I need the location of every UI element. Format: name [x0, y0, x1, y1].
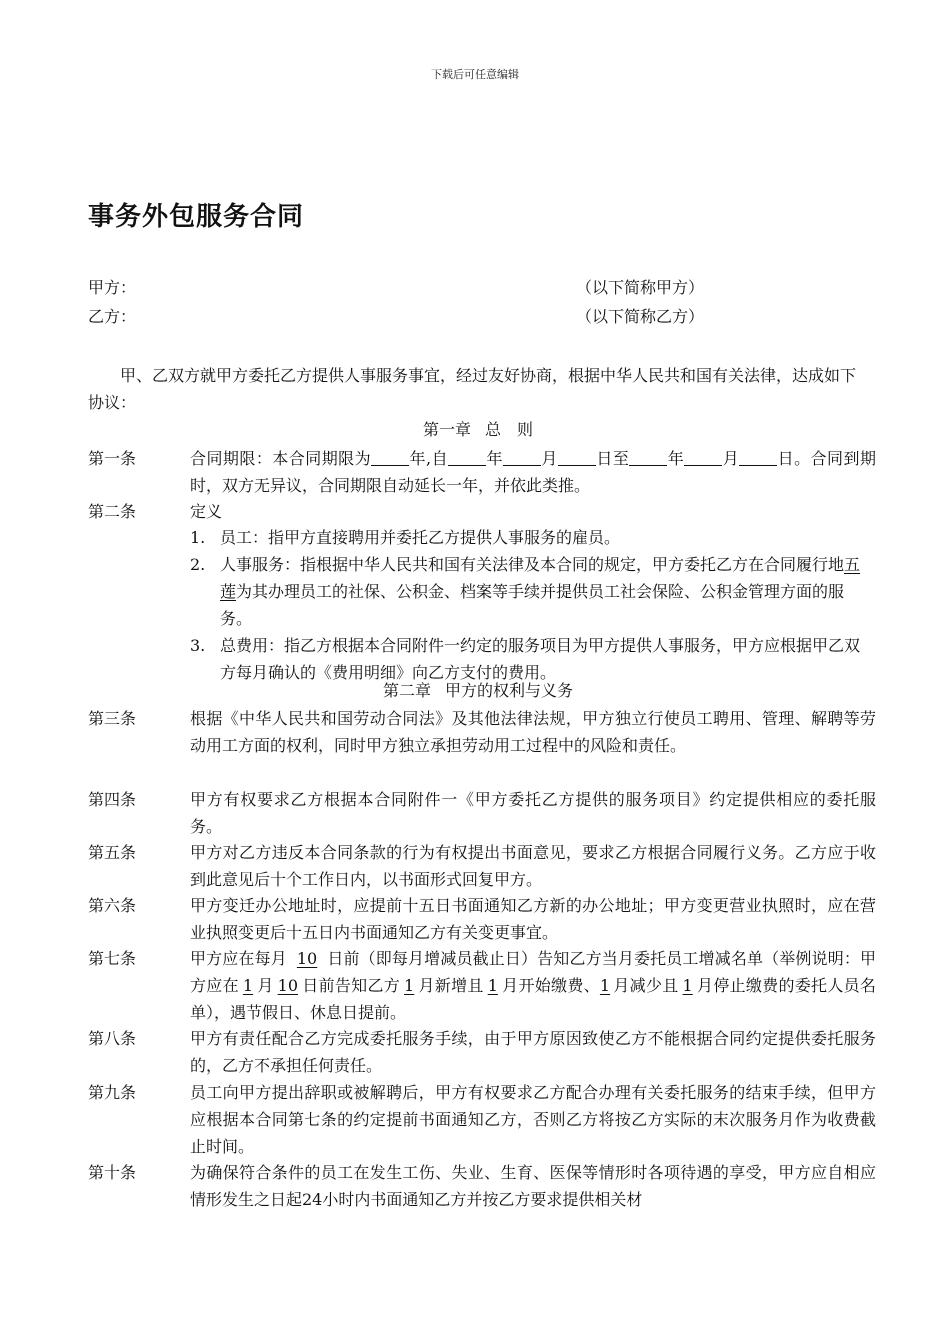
- party-b-label: 乙方：: [88, 307, 137, 326]
- example-month-value: 1: [487, 976, 498, 995]
- article-2: [88, 498, 876, 525]
- article-1-text-5: 日至: [595, 449, 630, 468]
- article-1: [88, 445, 876, 499]
- article-7-text-6: 月开始缴费、: [501, 976, 600, 995]
- article-number: 第三条: [88, 709, 137, 728]
- blank-field: [629, 447, 667, 466]
- article-1-text-1: 合同期限：本合同期限为: [190, 449, 372, 468]
- item-text: 总费用：指乙方根据本合同附件一约定的服务项目为甲方提供人事服务，甲方应根据甲乙双方每月确认的《费用明细》向乙方支付的费用。: [220, 636, 861, 682]
- item-number: 3.: [190, 636, 206, 655]
- chapter-1-name: 总 则: [485, 420, 534, 439]
- chapter-heading-2: [88, 677, 868, 704]
- blank-field: [503, 447, 541, 466]
- article-body: 甲方对乙方违反本合同条款的行为有权提出书面意见，要求乙方根据合同履行义务。乙方应于收到此意见后十个工作日内，以书面形式回复甲方。: [190, 843, 876, 889]
- item-text-cont: 为其办理员工的社保、公积金、档案等手续并提供员工社会保险、公积金管理方面的服务。: [220, 582, 845, 628]
- article-7: [88, 945, 876, 1026]
- article-number: 第五条: [88, 843, 137, 862]
- article-7-text-2: 日前（即每月增减员截止日）告知乙方当月委托员工增减名单（举例说明：甲方应在: [190, 949, 876, 995]
- blank-field: [558, 447, 596, 466]
- blank-field: [371, 447, 409, 466]
- chapter-2-name: 甲方的权利与义务: [445, 681, 574, 700]
- party-b-line: [88, 303, 848, 331]
- definition-item: [190, 551, 870, 632]
- article-7-text-5: 月新增且: [418, 976, 484, 995]
- article-number: 第八条: [88, 1029, 137, 1048]
- item-text: 人事服务：指根据中华人民共和国有关法律及本合同的规定，甲方委托乙方在合同履行地: [220, 555, 845, 574]
- example-month-value: 1: [682, 976, 693, 995]
- article-10: [88, 1159, 876, 1213]
- article-7-text-1: 甲方应在每月: [190, 949, 287, 968]
- item-number: 2.: [190, 555, 206, 574]
- party-b-note: （以下简称乙方）: [576, 307, 705, 326]
- example-month-value: 1: [599, 976, 611, 995]
- article-1-text-8: 日。合同到期时，双方无异议，合同期限自动延长一年，并依此类推。: [190, 449, 876, 495]
- preamble: 甲、乙双方就甲方委托乙方提供人事服务事宜，经过友好协商，根据中华人民共和国有关法律，达成如下协议：: [88, 366, 857, 412]
- article-body: [190, 445, 876, 499]
- blank-field: [739, 447, 777, 466]
- article-9: [88, 1079, 876, 1160]
- example-month-value: 1: [404, 976, 415, 995]
- article-number: 第七条: [88, 949, 137, 968]
- article-body: 根据《中华人民共和国劳动合同法》及其他法律法规，甲方独立行使员工聘用、管理、解聘等劳动用工方面的权利，同时甲方独立承担劳动用工过程中的风险和责任。: [190, 709, 876, 755]
- article-7-text-8: 月停止缴费的委托人员名单），遇节假日、休息日提前。: [190, 976, 876, 1022]
- article-number: 第四条: [88, 790, 137, 809]
- article-7-text-7: 月减少且: [613, 976, 679, 995]
- article-heading: 定义: [190, 502, 223, 521]
- definition-list: [190, 524, 870, 686]
- definition-item: [190, 524, 870, 551]
- header-note: 下载后可任意编辑: [431, 68, 519, 81]
- example-month-value: 1: [242, 976, 254, 995]
- article-body: [190, 945, 876, 1026]
- article-7-text-4: 日前告知乙方: [302, 976, 401, 995]
- article-number: 第一条: [88, 449, 137, 468]
- article-body: 为确保符合条件的员工在发生工伤、失业、生育、医保等情形时各项待遇的享受，甲方应自相应情形发生之日起24小时内书面通知乙方并按乙方要求提供相关材: [190, 1163, 876, 1209]
- article-body: 甲方有权要求乙方根据本合同附件一《甲方委托乙方提供的服务项目》约定提供相应的委托服务。: [190, 790, 876, 836]
- article-1-text-7: 月: [722, 449, 740, 468]
- article-body: 甲方变迁办公地址时，应提前十五日书面通知乙方新的办公地址；甲方变更营业执照时，应在营业执照变更后十五日内书面通知乙方有关变更事宜。: [190, 896, 876, 942]
- article-number: 第十条: [88, 1163, 137, 1182]
- deadline-day-value: 10: [296, 949, 318, 968]
- item-text: 员工：指甲方直接聘用并委托乙方提供人事服务的雇员。: [220, 528, 621, 547]
- example-day-value: 10: [277, 976, 299, 995]
- article-number: 第二条: [88, 502, 137, 521]
- article-7-text-3: 月: [257, 976, 274, 995]
- article-5: [88, 839, 876, 893]
- article-number: 第九条: [88, 1083, 137, 1102]
- article-4: [88, 786, 876, 840]
- article-body: 甲方有责任配合乙方完成委托服务手续，由于甲方原因致使乙方不能根据合同约定提供委托服务的，乙方不承担任何责任。: [190, 1029, 876, 1075]
- place-name: 五莲: [220, 555, 861, 601]
- article-body: 员工向甲方提出辞职或被解聘后，甲方有权要求乙方配合办理有关委托服务的结束手续，但甲方应根据本合同第七条的约定提前书面通知乙方，否则乙方将按乙方实际的末次服务月作为收费截止时间。: [190, 1083, 876, 1156]
- item-number: 1.: [190, 528, 206, 547]
- party-a-note: （以下简称甲方）: [576, 278, 705, 297]
- party-a-label: 甲方：: [88, 278, 137, 297]
- chapter-2-number: 第二章: [382, 681, 431, 700]
- party-a-line: [88, 274, 848, 302]
- article-number: 第六条: [88, 896, 137, 915]
- article-1-text-6: 年: [667, 449, 685, 468]
- document-title: 事务外包服务合同: [88, 202, 305, 232]
- article-1-text-3: 年: [486, 449, 503, 468]
- article-8: [88, 1025, 876, 1079]
- chapter-heading-1: [88, 416, 868, 443]
- article-3: [88, 705, 876, 759]
- chapter-1-number: 第一章: [422, 420, 471, 439]
- blank-field: [684, 447, 722, 466]
- article-6: [88, 892, 876, 946]
- article-1-text-4: 月: [540, 449, 558, 468]
- blank-field: [448, 447, 486, 466]
- article-1-text-2: 年,自: [409, 449, 449, 468]
